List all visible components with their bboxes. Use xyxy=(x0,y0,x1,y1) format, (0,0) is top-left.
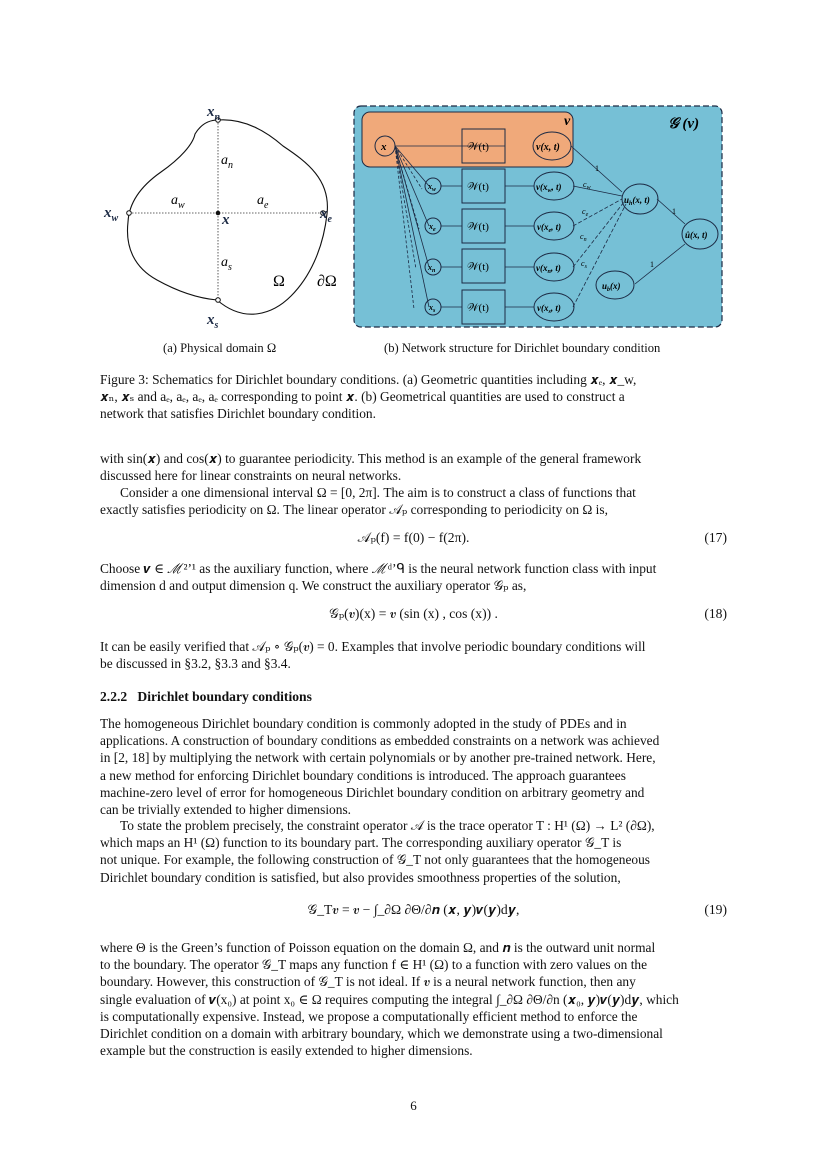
equation-18 xyxy=(100,606,727,626)
paragraph-5: The homogeneous Dirichlet boundary condition is commonly adopted in the study of PDEs and in applications. A construction of boundary conditions as embedded constraints on a network was achieved in [2, 18] by multiplying the network with certain polynomials or by another pre-trained network. Here, a new method for enforcing Dirichlet boundary conditions is introduced. The approach guarantees machine-zero level of error for homogeneous Dirichlet boundary condition on arbitrary geometry and can be trivially extended to higher dimensions. xyxy=(100,716,660,818)
label-an: $a_n$ xyxy=(221,153,233,171)
v-node-w-label: $v(x_w$, t) xyxy=(536,182,562,194)
paragraph-1: with sin(𝒙) and cos(𝒙) to guarantee periodicity. This method is an example of the general framework discussed here for linear constraints on neural networks. xyxy=(100,451,642,484)
label-boundary: ∂Ω xyxy=(317,273,337,290)
label-aw: $a_w$ xyxy=(171,193,185,211)
equation-19-number: (19) xyxy=(704,902,727,917)
equation-17-body: 𝒜ₚ(f) = f(0) − f(2π). xyxy=(357,530,470,545)
paragraph-6: To state the problem precisely, the constraint operator 𝒜 is the trace operator T : H¹ (Ω) → L² (∂Ω), which maps an H¹ (Ω) function to its boundary part. The corresponding auxiliary operator 𝒢_T is not unique. For example, the following construction of 𝒢_T not only guarantees that the homogeneous Dirichlet boundary condition is satisfied, but also provides smoothness properties of the solution, xyxy=(100,818,655,885)
weight-cs: $c_s$ xyxy=(581,259,587,270)
caption-b: (b) Network structure for Dirichlet boundary condition xyxy=(384,341,661,355)
equation-17 xyxy=(100,530,727,550)
figure-physical-domain xyxy=(95,100,365,332)
node-ub-label: $u_b(x)$ xyxy=(602,281,621,293)
node-xe-label: $x_e$ xyxy=(429,222,436,233)
label-xe: $x_e$ xyxy=(320,206,332,225)
weight-one-ub: 1 xyxy=(650,260,654,269)
W-label-s: 𝒲(t) xyxy=(467,302,489,314)
v-highlight-box xyxy=(362,112,573,167)
point-xs-dot xyxy=(216,298,221,303)
caption-a: (a) Physical domain Ω xyxy=(163,341,277,355)
section-number: 2.2.2 xyxy=(100,689,128,704)
equation-17-number: (17) xyxy=(704,530,727,545)
label-ae: $a_e$ xyxy=(257,193,269,211)
W-label-n: 𝒲(t) xyxy=(467,261,489,273)
point-x-dot xyxy=(216,211,221,216)
node-uhat-label: û(x, t) xyxy=(685,230,708,240)
paragraph-4: It can be easily verified that 𝒜ₚ ∘ 𝒢ₚ(𝒗) = 0. Examples that involve periodic boundary conditions will be discussed in §3.2, §3.3 and §3.4. xyxy=(100,639,646,672)
equation-19 xyxy=(100,902,727,922)
G-title: 𝒢 (v) xyxy=(668,116,700,132)
label-xn: $x_n$ xyxy=(207,104,221,123)
paragraph-3: Choose 𝒗 ∈ ℳ²ʼ¹ as the auxiliary function, where ℳᵈʼᑫ is the neural network function class with input dimension d and output dimension q. We construct the auxiliary operator 𝒢ₚ as, xyxy=(100,561,657,594)
page-number: 6 xyxy=(410,1098,417,1113)
weight-one-uh: 1 xyxy=(672,207,676,216)
v-title: v xyxy=(564,114,571,129)
section-title: Dirichlet boundary conditions xyxy=(137,689,312,704)
label-xs: $x_s$ xyxy=(207,312,219,331)
figure-network-structure xyxy=(352,104,726,330)
node-xs-label: $x_s$ xyxy=(429,303,436,314)
weight-cn: $c_n$ xyxy=(580,232,587,243)
W-label-w: 𝒲(t) xyxy=(467,181,489,193)
W-label-top: 𝒲(t) xyxy=(467,141,489,153)
label-xw: $x_w$ xyxy=(104,205,119,224)
v-node-n-label: $v(x_n$, t) xyxy=(536,263,561,275)
input-node-label: x xyxy=(381,141,387,153)
equation-18-number: (18) xyxy=(704,606,727,621)
label-x: x xyxy=(222,212,230,228)
paragraph-2: Consider a one dimensional interval Ω = [0, 2π]. The aim is to construct a class of functions that exactly satisfies periodicity on Ω. The linear operator 𝒜ₚ corresponding to periodicity on Ω is, xyxy=(100,485,636,518)
equation-19-body: 𝒢_T𝒗 = 𝒗 − ∫_∂Ω ∂Θ/∂𝒏 (𝒙, 𝒚)𝒗(𝒚)d𝒚, xyxy=(307,902,520,917)
v-node-s-label: $v(x_s$, t) xyxy=(537,303,561,315)
weight-cw: $c_w$ xyxy=(583,180,591,191)
figure-caption: Figure 3: Schematics for Dirichlet boundary conditions. (a) Geometric quantities including 𝒙ₑ, 𝒙_w, 𝒙ₙ, 𝒙ₛ and aₑ, aₑ, aₑ, aₑ corresponding to point 𝒙. (b) Geometrical quantities are used to construct a network that satisfies Dirichlet boundary condition. xyxy=(100,372,637,422)
weight-one-top: 1 xyxy=(595,164,599,173)
point-xw-dot xyxy=(127,211,132,216)
label-as: $a_s$ xyxy=(221,255,232,273)
label-omega: Ω xyxy=(273,273,285,290)
node-xw-label: $x_w$ xyxy=(428,182,437,193)
v-node-top-label: v(x, t) xyxy=(536,142,560,153)
node-xn-label: $x_n$ xyxy=(428,263,436,274)
equation-18-body: 𝒢ₚ(𝒗)(x) = 𝒗 (sin (x) , cos (x)) . xyxy=(329,606,498,621)
W-label-e: 𝒲(t) xyxy=(467,221,489,233)
paragraph-7: where Θ is the Green’s function of Poisson equation on the domain Ω, and 𝒏 is the outward unit normal to the boundary. The operator 𝒢_T maps any function f ∈ H¹ (Ω) to a function with zero values on the boundary. However, this construction of 𝒢_T is not ideal. If 𝒗 is a neural network function, then any single evaluation of 𝒗(x₀) at point x₀ ∈ Ω requires computing the integral ∫_∂Ω ∂Θ/∂n (𝒙₀, 𝒚)𝒗(𝒚)d𝒚, which is computationally expensive. Instead, we propose a computationally efficient method to enforce the Dirichlet condition on a domain with arbitrary boundary, which we demonstrate using a two-dimensional example but the construction is easily extended to higher dimensions. xyxy=(100,940,679,1059)
v-node-e-label: $v(x_e$, t) xyxy=(537,222,562,234)
node-uh-label: $u_h(x$, t) xyxy=(624,195,650,207)
section-heading xyxy=(100,689,312,705)
weight-ce: $c_e$ xyxy=(582,207,589,218)
